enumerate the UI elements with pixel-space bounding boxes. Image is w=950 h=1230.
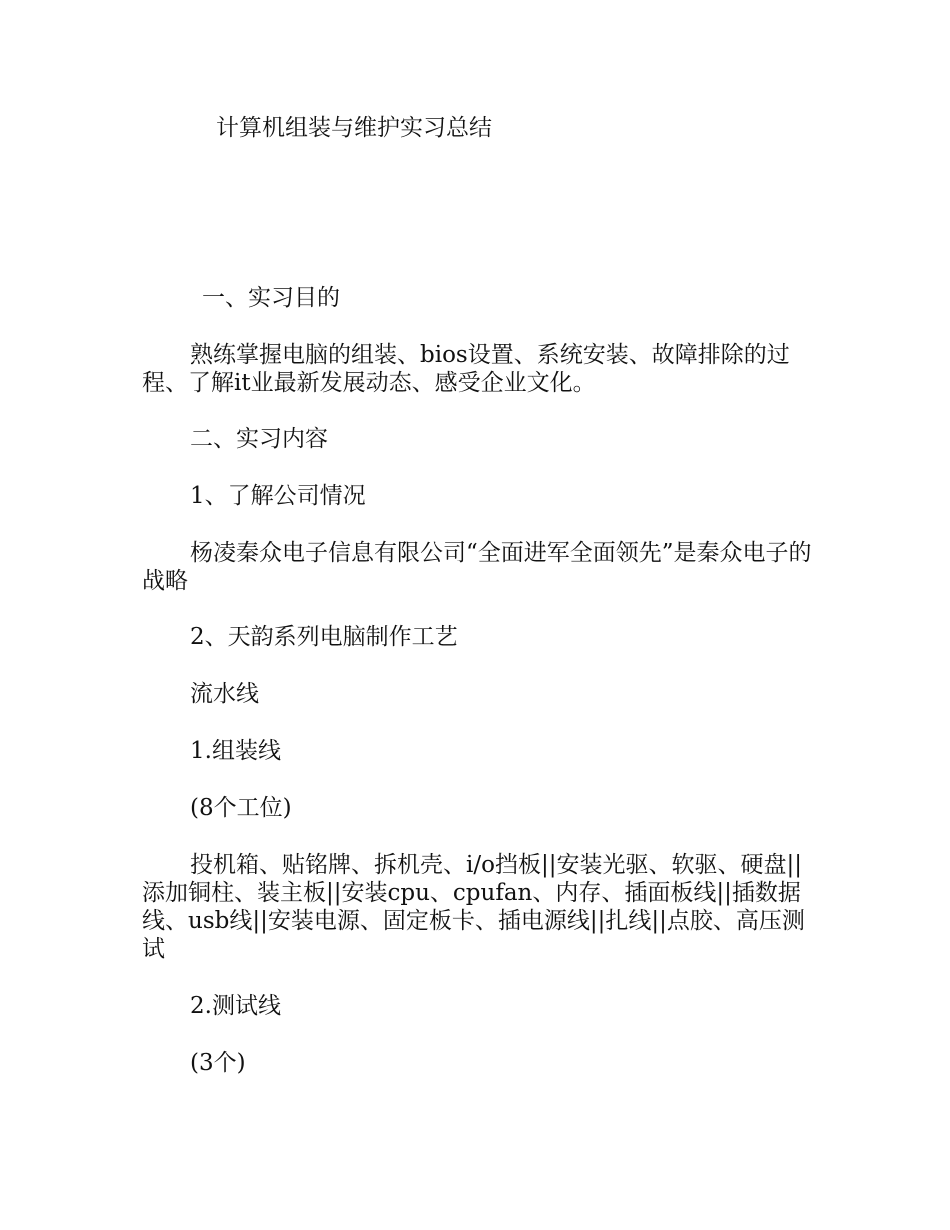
section-heading-purpose: 一、实习目的 <box>202 285 340 311</box>
assembly-line-title: 1.组装线 <box>190 738 281 764</box>
test-line-title: 2.测试线 <box>190 993 281 1019</box>
assembly-line-count: (8个工位) <box>190 795 292 821</box>
subheading-company: 1、了解公司情况 <box>190 483 366 509</box>
test-line-count: (3个) <box>190 1050 246 1076</box>
assembly-line-steps: 投机箱、贴铭牌、拆机壳、i/o挡板||安装光驱、软驱、硬盘||添加铜柱、装主板||安装cpu、cpufan、内存、插面板线||插数据线、usb线||安装电源、固定板卡、插电源线||扎线||点胶、高压测试 <box>142 852 805 962</box>
subheading-process: 2、天韵系列电脑制作工艺 <box>190 624 458 650</box>
paragraph-company: 杨凌秦众电子信息有限公司“全面进军全面领先”是秦众电子的战略 <box>142 540 812 594</box>
section-heading-content: 二、实习内容 <box>190 426 328 452</box>
assembly-line-label: 流水线 <box>190 681 259 707</box>
document-title: 计算机组装与维护实习总结 <box>216 115 492 141</box>
paragraph-purpose: 熟练掌握电脑的组装、bios设置、系统安装、故障排除的过程、了解it业最新发展动态、感受企业文化。 <box>142 342 790 396</box>
